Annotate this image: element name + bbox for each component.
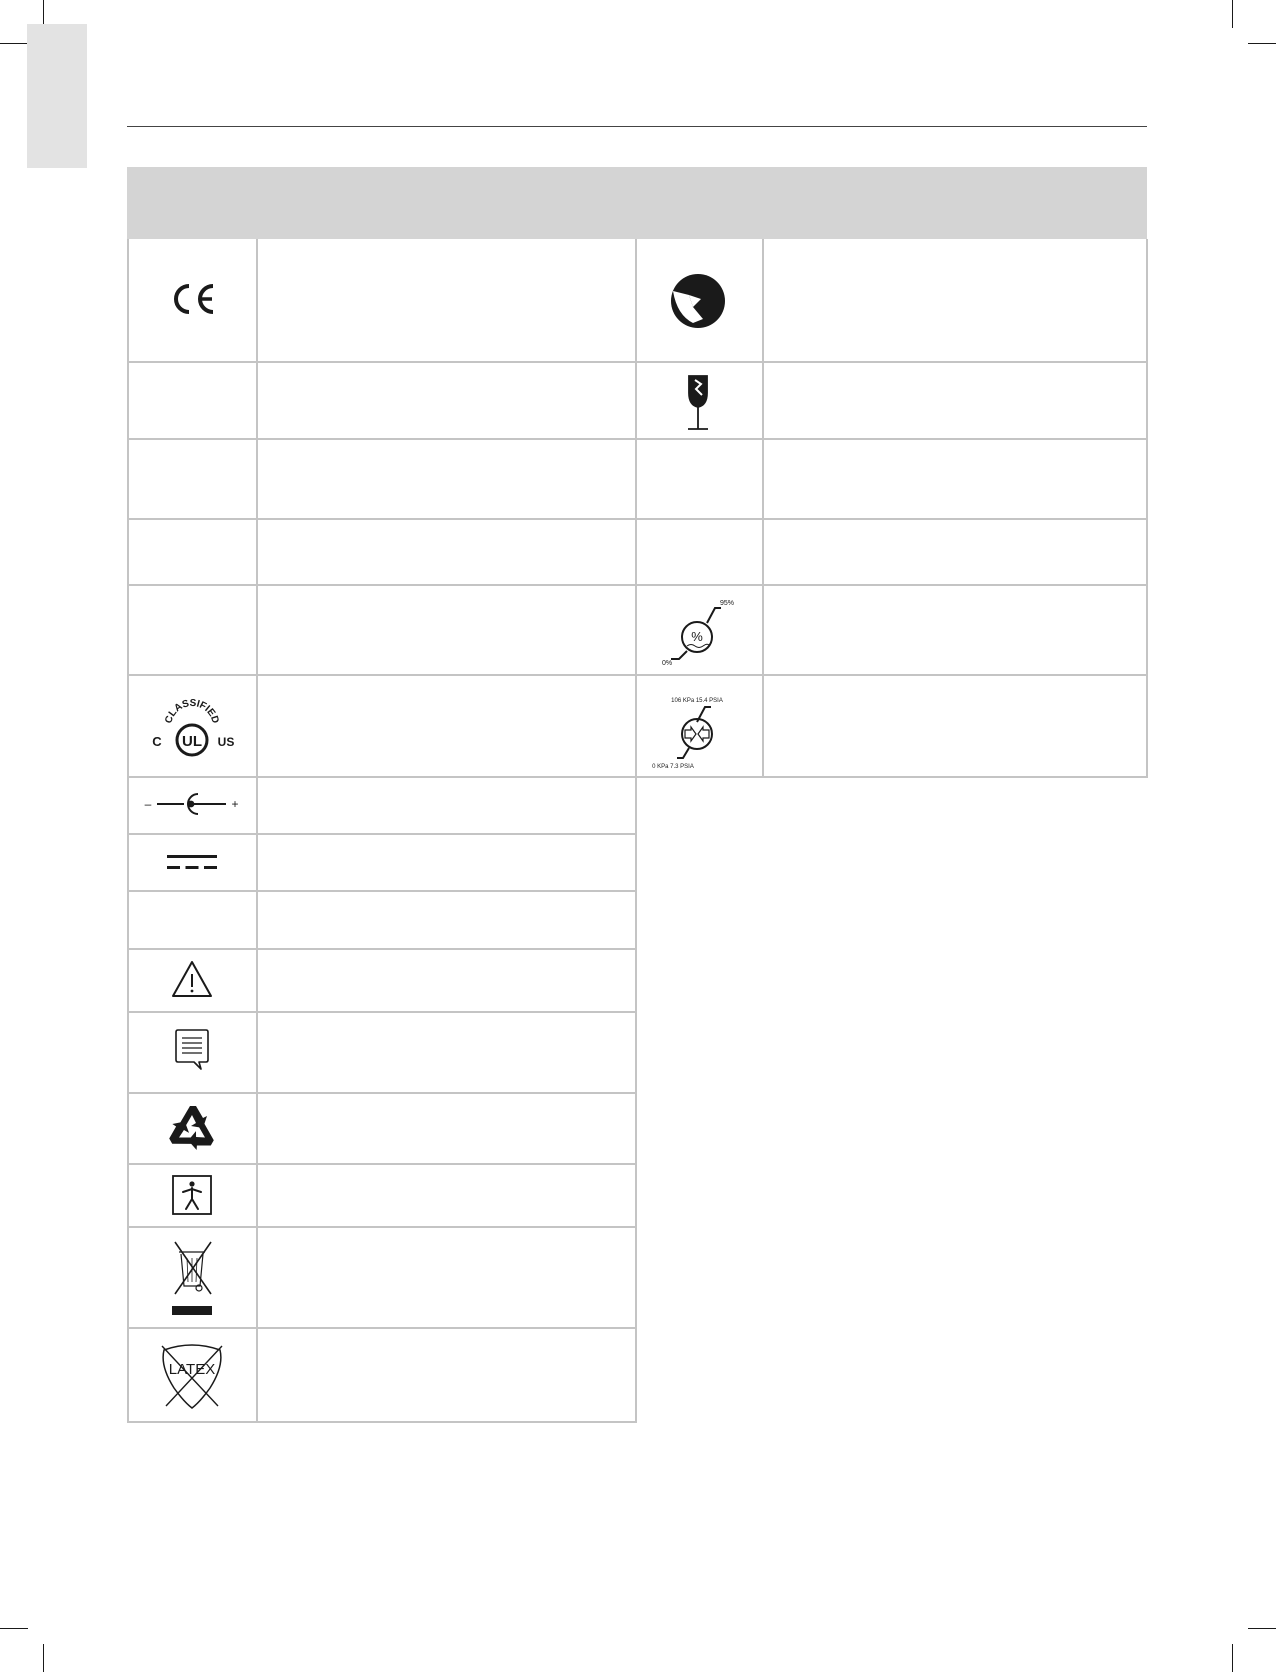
crop-mark: [1248, 43, 1276, 44]
chapter-tab: [27, 24, 87, 168]
instructions-icon: [167, 1019, 217, 1085]
polarity-minus-text: –: [144, 797, 152, 811]
ul-c-text: C: [152, 734, 162, 749]
keep-dry-disc-icon: [663, 269, 733, 333]
polarity-plus-text: +: [231, 797, 239, 811]
pressure-max-text: 106 KPa 15.4 PSIA: [671, 698, 723, 704]
ce-mark-icon: [157, 277, 227, 321]
crop-mark: [0, 43, 28, 44]
humidity-max-text: 95%: [719, 600, 735, 607]
crop-mark: [1232, 1644, 1233, 1672]
header-rule: [127, 126, 1147, 127]
crop-mark: [1232, 0, 1233, 28]
table-header: [127, 167, 1147, 239]
latex-text: LATEX: [168, 1361, 216, 1378]
crop-mark: [43, 1644, 44, 1672]
crop-mark: [0, 1628, 28, 1629]
crop-mark: [1248, 1628, 1276, 1629]
fragile-glass-icon: [675, 367, 721, 437]
type-bf-applied-part-icon: [167, 1170, 217, 1220]
humidity-limitation-icon: [659, 595, 737, 667]
table-grid: [127, 239, 1148, 1423]
atmospheric-pressure-limitation-icon: [651, 692, 747, 770]
ul-classified-text: CLASSIFIED: [163, 697, 221, 725]
ul-text: UL: [182, 733, 202, 750]
direct-current-icon: [162, 849, 222, 877]
warning-triangle-icon: [167, 956, 217, 1004]
humidity-min-text: 0%: [661, 660, 673, 667]
humidity-glyph-text: %: [691, 629, 703, 644]
ul-classified-icon: [147, 691, 237, 763]
weee-crossed-bin-icon: [157, 1234, 227, 1320]
ul-us-text: US: [217, 735, 235, 749]
latex-free-icon: [152, 1336, 232, 1416]
pressure-min-text: 0 KPa 7.3 PSIA: [652, 764, 694, 770]
recycle-icon: [162, 1099, 222, 1157]
dc-polarity-icon: [142, 788, 242, 820]
